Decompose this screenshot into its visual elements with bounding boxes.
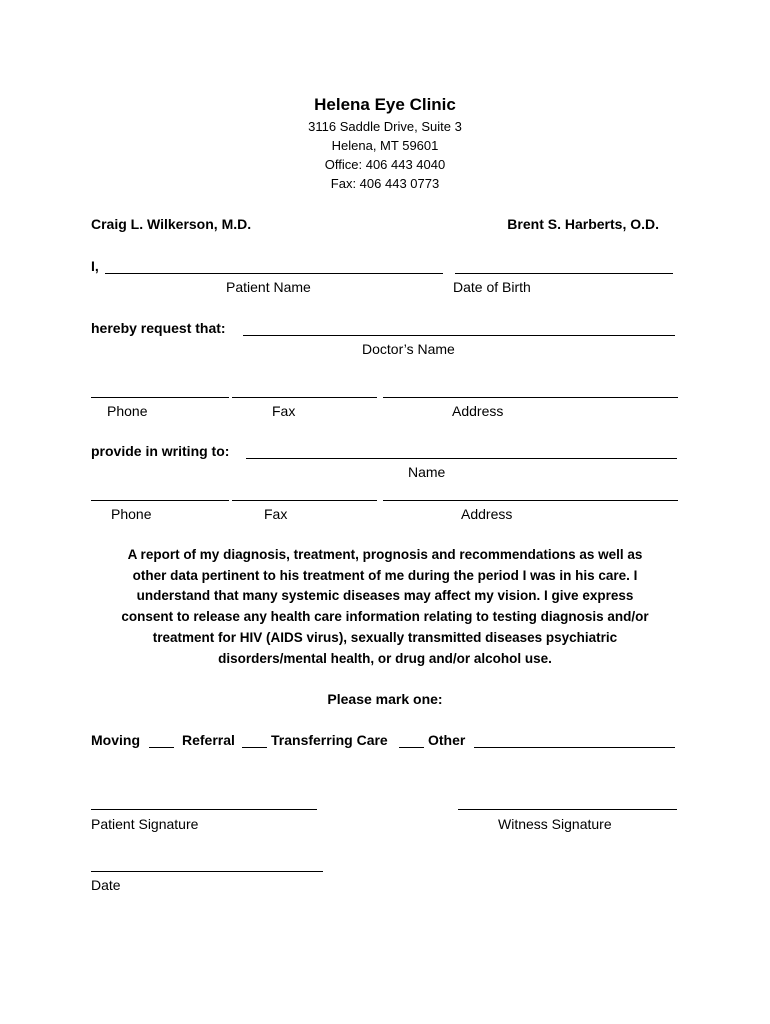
moving-checkbox[interactable] (149, 747, 174, 748)
recipient-phone-label: Phone (111, 506, 152, 522)
date-field[interactable] (91, 871, 323, 872)
clinic-fax: Fax: 406 443 0773 (330, 176, 440, 191)
patient-signature-label: Patient Signature (91, 816, 199, 832)
clinic-address-line1: 3116 Saddle Drive, Suite 3 (308, 119, 462, 134)
doctor-fax-field[interactable] (232, 397, 377, 398)
doctor-name-field[interactable] (243, 335, 675, 336)
patient-prefix: I, (91, 258, 99, 274)
recipient-address-field[interactable] (383, 500, 678, 501)
referral-label: Referral (182, 732, 235, 748)
referral-checkbox[interactable] (242, 747, 267, 748)
consent-line: disorders/mental health, or drug and/or alcohol use. (218, 650, 552, 666)
doctor-address-label: Address (452, 403, 504, 419)
date-label: Date (91, 877, 121, 893)
recipient-prefix: provide in writing to: (91, 443, 230, 459)
date-of-birth-label: Date of Birth (453, 279, 531, 295)
doctor-fax-label: Fax (272, 403, 296, 419)
consent-paragraph (88, 545, 682, 669)
recipient-address-label: Address (461, 506, 513, 522)
other-label: Other (428, 732, 466, 748)
witness-signature-label: Witness Signature (498, 816, 612, 832)
recipient-phone-field[interactable] (91, 500, 229, 501)
clinic-name: Helena Eye Clinic (314, 95, 456, 114)
consent-line: other data pertinent to his treatment of me during the period I was in his care. I (132, 567, 638, 583)
mark-one-heading: Please mark one: (327, 691, 443, 707)
moving-label: Moving (91, 732, 140, 748)
consent-line: treatment for HIV (AIDS virus), sexually transmitted diseases psychiatric (152, 629, 618, 645)
patient-signature-field[interactable] (91, 809, 317, 810)
doctor-right-name: Brent S. Harberts, O.D. (507, 216, 659, 232)
doctor-address-field[interactable] (383, 397, 678, 398)
date-of-birth-field[interactable] (455, 273, 673, 274)
doctor-left-name: Craig L. Wilkerson, M.D. (91, 216, 252, 232)
doctor-name-label: Doctor’s Name (362, 341, 455, 357)
other-field[interactable] (474, 747, 675, 748)
patient-name-label: Patient Name (226, 279, 311, 295)
patient-name-field[interactable] (105, 273, 443, 274)
recipient-name-label: Name (408, 464, 446, 480)
clinic-address-line2: Helena, MT 59601 (331, 138, 439, 153)
consent-line: consent to release any health care information relating to testing diagnosis and/or (121, 609, 649, 625)
recipient-fax-field[interactable] (232, 500, 377, 501)
witness-signature-field[interactable] (458, 809, 677, 810)
consent-line: A report of my diagnosis, treatment, prognosis and recommendations as well as (127, 547, 643, 562)
request-prefix: hereby request that: (91, 320, 226, 336)
consent-line: understand that many systemic diseases may affect my vision. I give express (136, 588, 634, 604)
doctor-phone-label: Phone (107, 403, 148, 419)
recipient-name-field[interactable] (246, 458, 677, 459)
transferring-care-label: Transferring Care (271, 732, 388, 748)
clinic-office-phone: Office: 406 443 4040 (324, 157, 446, 172)
transferring-care-checkbox[interactable] (399, 747, 424, 748)
doctor-phone-field[interactable] (91, 397, 229, 398)
recipient-fax-label: Fax (264, 506, 288, 522)
